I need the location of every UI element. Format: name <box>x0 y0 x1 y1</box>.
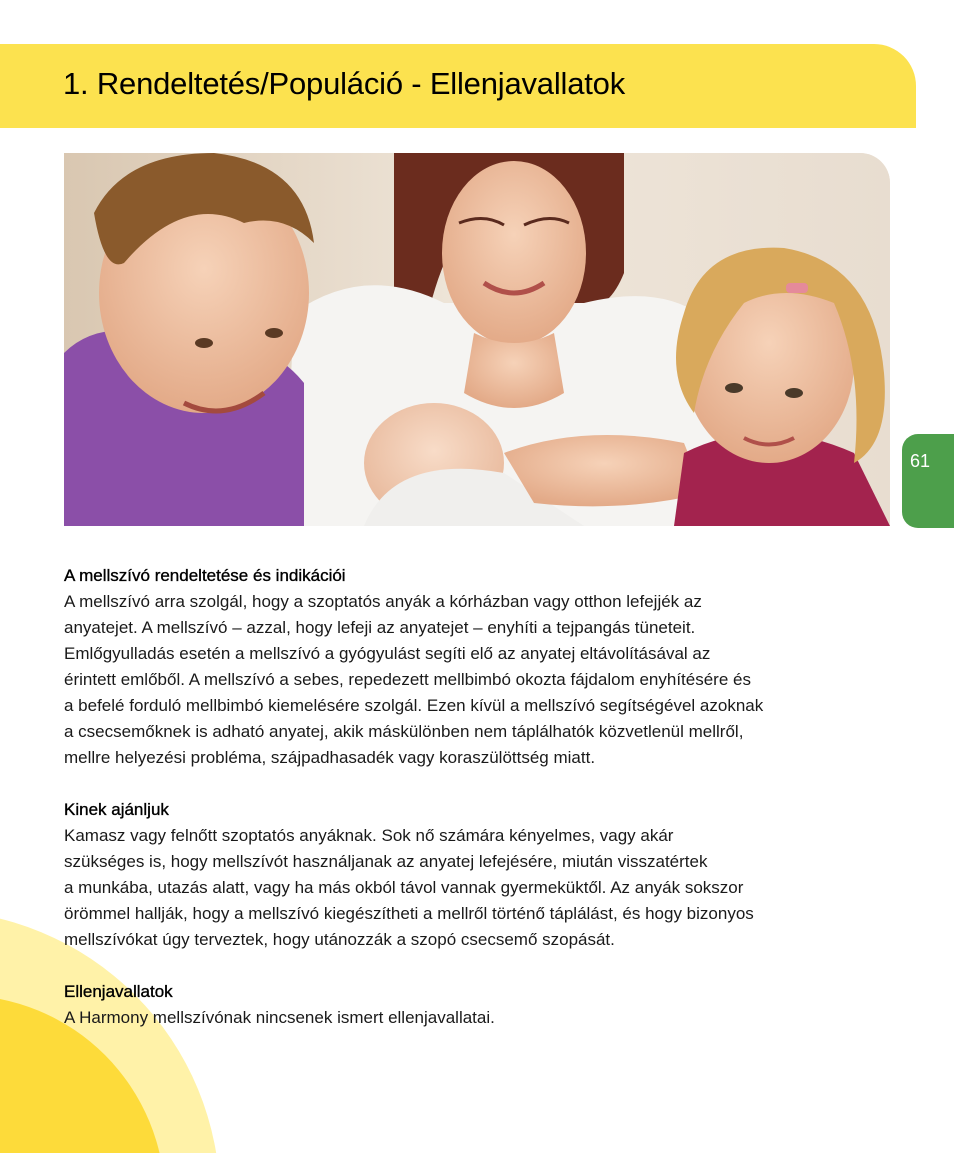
section-recommended-for <box>64 797 894 953</box>
body-line: mellszívókat úgy terveztek, hogy utánozzák a szopó csecsemő szopását. <box>64 930 615 949</box>
section-body <box>64 1005 894 1031</box>
body-line: a munkába, utazás alatt, vagy ha más okból távol vannak gyermeküktől. Az anyák sokszor <box>64 878 744 897</box>
body-line: szükséges is, hogy mellszívót használjanak az anyatej lefejésére, miután visszatértek <box>64 852 708 871</box>
family-photo <box>64 153 890 526</box>
section-contraindications <box>64 979 894 1031</box>
body-line: érintett emlőből. A mellszívó a sebes, repedezett mellbimbó okozta fájdalom enyhítésére és <box>64 670 751 689</box>
section-body <box>64 823 894 953</box>
body-line: a csecsemőknek is adható anyatej, akik máskülönben nem táplálhatók közvetlenül mellről, <box>64 722 744 741</box>
section-indications <box>64 563 894 771</box>
body-line: mellre helyezési probléma, szájpadhasadék vagy koraszülöttség miatt. <box>64 748 596 767</box>
section-body <box>64 589 894 771</box>
section-heading: Kinek ajánljuk <box>64 800 169 819</box>
family-breastfeeding-photo-icon <box>64 153 890 526</box>
page-tab <box>902 434 954 528</box>
section-heading: Ellenjavallatok <box>64 982 173 1001</box>
section-heading: A mellszívó rendeltetése és indikációi <box>64 566 346 585</box>
main-content <box>64 563 894 1057</box>
body-line: A mellszívó arra szolgál, hogy a szoptatós anyák a kórházban vagy otthon lefejjék az <box>64 592 702 611</box>
body-line: Emlőgyulladás esetén a mellszívó a gyógyulást segíti elő az anyatej eltávolításával az <box>64 644 711 663</box>
body-line: örömmel hallják, hogy a mellszívó kiegészítheti a mellről történő táplálást, és hogy bizonyos <box>64 904 754 923</box>
page-title: 1. Rendeltetés/Populáció - Ellenjavallatok <box>63 66 625 101</box>
page-number: 61 <box>910 451 931 471</box>
body-line: anyatejet. A mellszívó – azzal, hogy lefeji az anyatejet – enyhíti a tejpangás tüneteit. <box>64 618 696 637</box>
body-line: Kamasz vagy felnőtt szoptatós anyáknak. Sok nő számára kényelmes, vagy akár <box>64 826 674 845</box>
body-line: a befelé forduló mellbimbó kiemelésére szolgál. Ezen kívül a mellszívó segítségével azoknak <box>64 696 764 715</box>
body-line: A Harmony mellszívónak nincsenek ismert ellenjavallatai. <box>64 1008 495 1027</box>
